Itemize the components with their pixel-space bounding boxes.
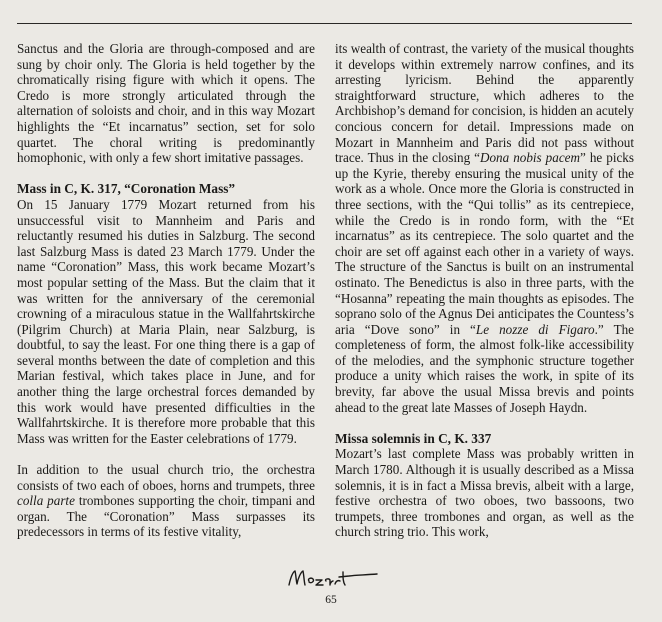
top-rule <box>17 23 632 24</box>
text-run: In addition to the usual church trio, the orchestra consists of two each of oboes, horns and trumpets, three <box>17 462 315 493</box>
heading-coronation-mass: Mass in C, K. 317, “Coronation Mass” <box>17 181 236 197</box>
text-run: its wealth of contrast, the variety of the musical thoughts it develops within extremely narrow confines, and its arresting lyricism. Behind the apparently straightforward structure, which adheres to the Archbishop’s demand for concision, is hidden an acutely concious concern for detail. Impressions made on Mozart in Mannheim and Paris did not pass without trace. Thus in the closing “ <box>335 41 634 166</box>
italic-text: Le nozze di Figaro <box>475 321 595 337</box>
left-column <box>17 41 315 540</box>
paragraph-gap <box>335 415 634 431</box>
paragraph-coronation-analysis <box>335 41 634 415</box>
right-column <box>335 41 634 540</box>
italic-text: colla parte <box>17 493 75 509</box>
text-run: .” The completeness of form, the almost folk-like accessibility of the melodies, and the symphonic structure together produce a unity which raises the work, in spite of its brevity, far above the usual Missa brevis and points ahead to the great late Masses of Joseph Haydn. <box>335 321 634 415</box>
text-run: trombones supporting the choir, timpani and organ. The “Coronation” Mass surpasses its predecessors in terms of its festive vitality, <box>17 493 315 540</box>
paragraph-coronation-history: On 15 January 1779 Mozart returned from his unsuccessful visit to Mannheim and Paris and reluctantly resumed his duties in Salzburg. The second last Salzburg Mass is dated 23 March 1779. Under the name “Coronation” Mass, this work became Mozart’s most popular setting of the Mass. But the claim that it was written for the anniversary of the ceremonial crowning of a miraculous statue in the Wallfahrtskirche (Pilgrim Church) at Maria Plain, near Salzburg, is doubtful, to say the least. For one thing there is a gap of several months between the date of completion and this Marian festival, which takes place in June, and for another thing the large orchestral forces demanded by this work would have presented difficulties in the Wallfahrtskirche. It is therefore more probable that this Mass was written for the Easter celebrations of 1779. <box>17 196 315 446</box>
page-number: 65 <box>325 594 337 606</box>
italic-text: Dona nobis pacem <box>479 150 580 166</box>
mozart-signature-logo <box>285 566 385 590</box>
paragraph-sanctus-gloria: Sanctus and the Gloria are through-composed and are sung by choir only. The Gloria is held together by the chromatically rising figure with which it opens. The Credo is more strongly articulated through the alternation of soloists and choir, and in this way Mozart highlights the “Et incarnatus” section, set for solo quartet. The choral writing is predominantly homophonic, with only a few short imitative passages. <box>17 41 315 166</box>
paragraph-gap <box>17 166 315 182</box>
paragraph-missa-solemnis: Mozart’s last complete Mass was probably written in March 1780. Although it is usually described as a Missa solemnis, it is in fact a Missa brevis, albeit with a large, festive orchestra of two oboes, two bassoons, two trumpets, three trombones and organ, as well as the church string trio. This work, <box>335 446 634 540</box>
paragraph-orchestration <box>17 462 315 540</box>
heading-missa-solemnis: Missa solemnis in C, K. 337 <box>335 430 492 446</box>
paragraph-gap <box>17 446 315 462</box>
text-run: ” he picks up the Kyrie, thereby ensuring the musical unity of the work as a whole. Once more the Gloria is constructed in three sections, with the “Qui tollis” as its centrepiece, while the Credo is in rondo form, with the “Et incarnatus” as its centrepiece. The solo quartet and the choir are set off against each other in a variety of ways. The structure of the Sanctus is built on an instrumental ostinato. The Benedictus is also in three parts, with the “Hosanna” repeating the main thoughts as episodes. The soprano solo of the Agnus Dei anticipates the Countess’s aria “Dove sono” in “ <box>335 150 634 337</box>
